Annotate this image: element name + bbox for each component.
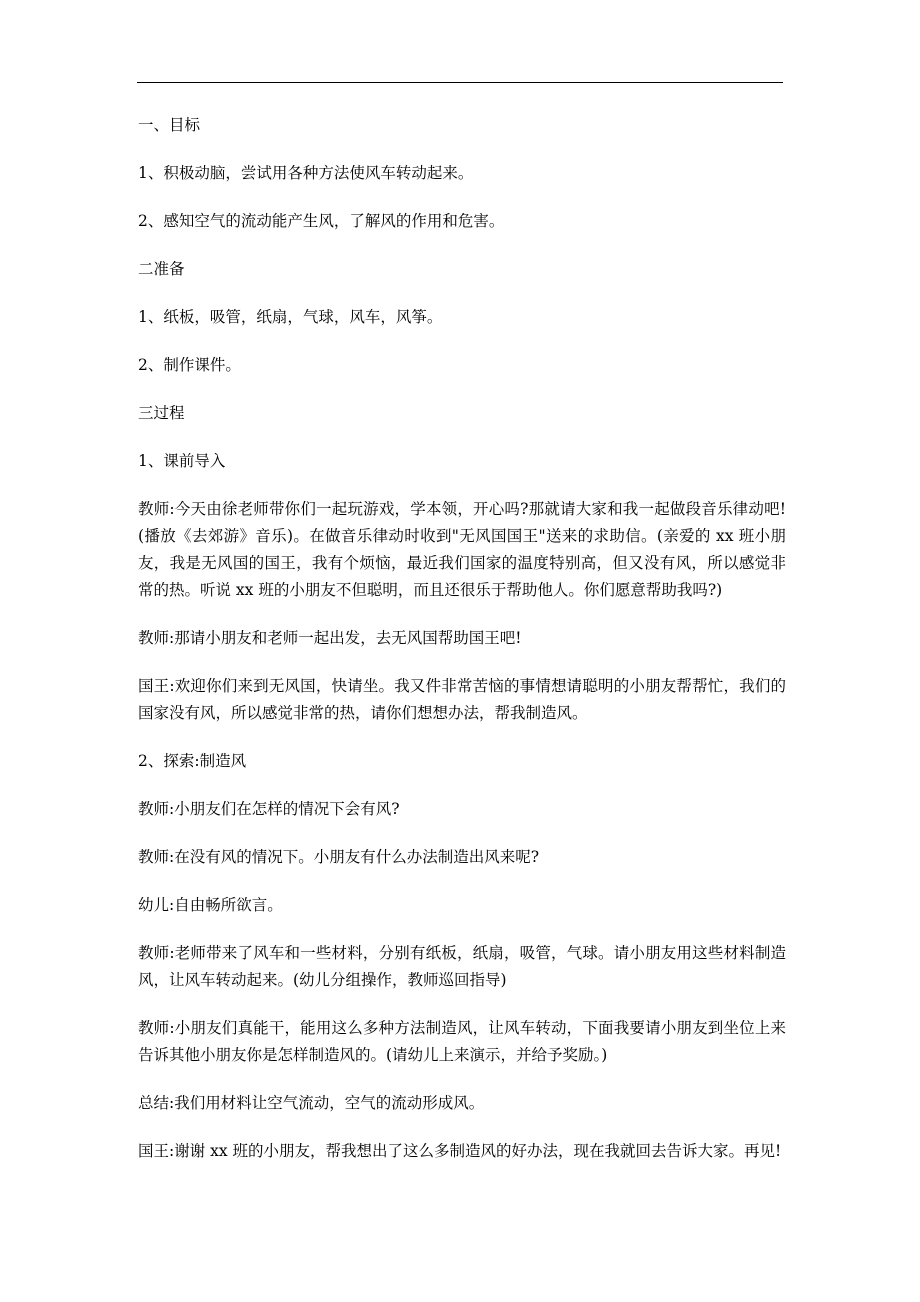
section-heading-preparation: 二准备	[138, 260, 185, 278]
summary-paragraph: 总结:我们用材料让空气流动，空气的流动形成风。	[138, 1094, 485, 1112]
body-paragraph: 教师:小朋友们在怎样的情况下会有风?	[138, 800, 400, 818]
body-paragraph: 幼儿:自由畅所欲言。	[138, 896, 283, 914]
subsection-heading: 1、课前导入	[138, 452, 226, 470]
subsection-heading: 2、探索:制造风	[138, 752, 247, 770]
body-paragraph: 教师:小朋友们真能干，能用这么多种方法制造风，让风车转动，下面我要请小朋友到坐位上来告诉其他小朋友你是怎样制造风的。(请幼儿上来演示，并给予奖励。)	[138, 1019, 786, 1064]
goal-item: 2、感知空气的流动能产生风，了解风的作用和危害。	[138, 212, 505, 230]
body-paragraph: 教师:今天由徐老师带你们一起玩游戏，学本领，开心吗?那就请大家和我一起做段音乐律动吧!(播放《去郊游》音乐)。在做音乐律动时收到"无风国国王"送来的求助信。(亲爱的 xx 班小朋友，我是无风国的国王，我有个烦恼，最近我们国家的温度特别高，但又没有风，所以感觉非常的热。听说 xx 班的小朋友不但聪明，而且还很乐于帮助他人。你们愿意帮助我吗?)	[138, 500, 786, 599]
header-rule	[137, 82, 783, 83]
section-heading-goals: 一、目标	[138, 116, 201, 134]
preparation-item: 2、制作课件。	[138, 356, 241, 374]
body-paragraph: 国王:谢谢 xx 班的小朋友，帮我想出了这么多制造风的好办法，现在我就回去告诉大家。再见!	[138, 1142, 782, 1160]
document-body	[138, 112, 786, 1186]
body-paragraph: 教师:在没有风的情况下。小朋友有什么办法制造出风来呢?	[138, 848, 540, 866]
body-paragraph: 教师:老师带来了风车和一些材料，分别有纸板，纸扇，吸管，气球。请小朋友用这些材料制造风，让风车转动起来。(幼儿分组操作，教师巡回指导)	[138, 944, 786, 989]
preparation-item: 1、纸板，吸管，纸扇，气球，风车，风筝。	[138, 308, 443, 326]
body-paragraph: 教师:那请小朋友和老师一起出发，去无风国帮助国王吧!	[138, 629, 522, 647]
goal-item: 1、积极动脑，尝试用各种方法使风车转动起来。	[138, 164, 474, 182]
section-heading-process: 三过程	[138, 404, 185, 422]
body-paragraph: 国王:欢迎你们来到无风国，快请坐。我又件非常苦恼的事情想请聪明的小朋友帮帮忙，我们的国家没有风，所以感觉非常的热，请你们想想办法，帮我制造风。	[138, 677, 786, 722]
